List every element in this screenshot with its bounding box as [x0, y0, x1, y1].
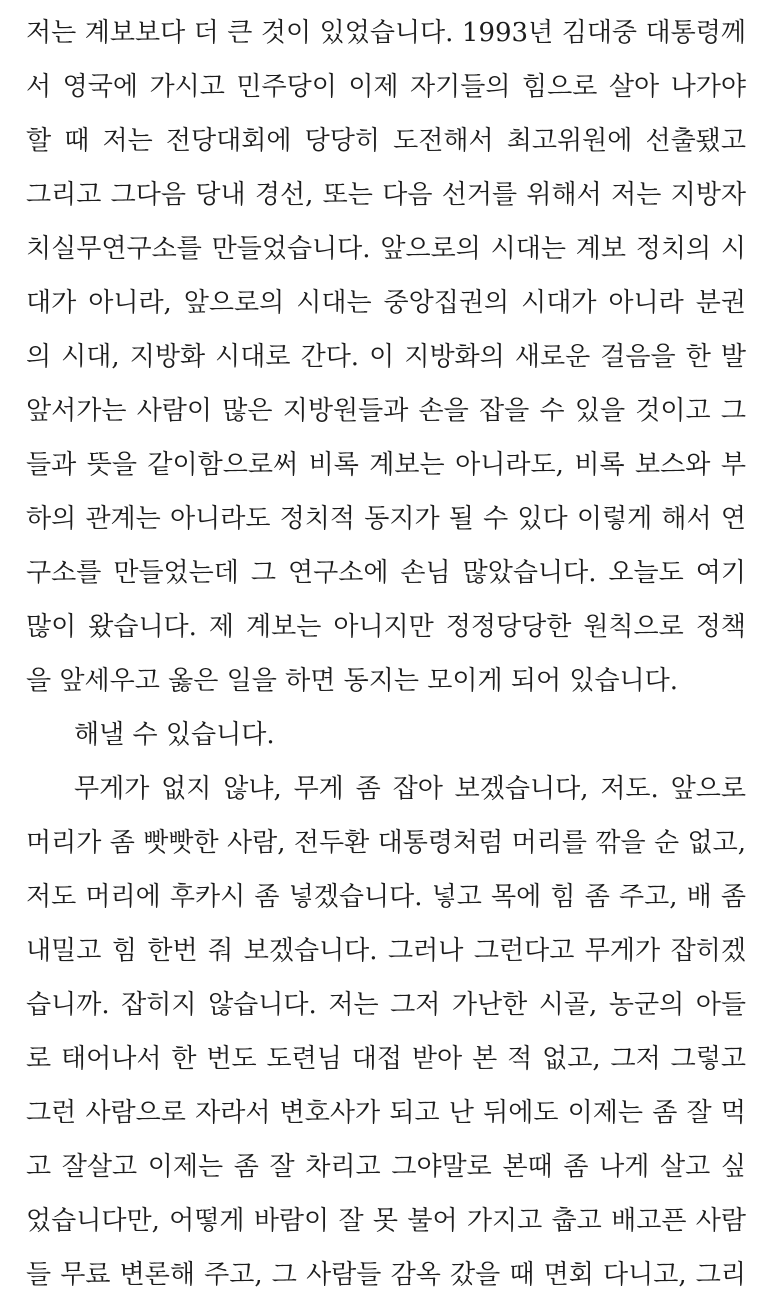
paragraph-1 [26, 6, 746, 708]
text-line: 하의 관계는 아니라도 정치적 동지가 될 수 있다 이렇게 해서 연 [26, 504, 746, 534]
text-line: 내밀고 힘 한번 줘 보겠습니다. 그러나 그런다고 무게가 잡히겠 [26, 936, 746, 966]
text-line: 로 태어나서 한 번도 도련님 대접 받아 본 적 없고, 그저 그렇고 [26, 1044, 746, 1074]
text-line: 서 영국에 가시고 민주당이 이제 자기들의 힘으로 살아 나가야 [26, 72, 746, 102]
text-line: 그런 사람으로 자라서 변호사가 되고 난 뒤에도 이제는 좀 잘 먹 [26, 1098, 746, 1128]
text-line: 었습니다만, 어떻게 바람이 잘 못 불어 가지고 춥고 배고픈 사람 [26, 1206, 746, 1236]
document-page [26, 0, 746, 1302]
text-line: 고 잘살고 이제는 좀 잘 차리고 그야말로 본때 좀 나게 살고 싶 [26, 1152, 746, 1182]
paragraph-2 [26, 708, 746, 762]
text-line: 그리고 그다음 당내 경선, 또는 다음 선거를 위해서 저는 지방자 [26, 180, 746, 210]
text-line: 저는 계보보다 더 큰 것이 있었습니다. 1993년 김대중 대통령께 [26, 18, 746, 48]
text-line-first: 무게가 없지 않냐, 무게 좀 잡아 보겠습니다, 저도. 앞으로 [74, 774, 746, 804]
text-line-last: 해낼 수 있습니다. [74, 720, 275, 750]
text-line: 구소를 만들었는데 그 연구소에 손님 많았습니다. 오늘도 여기 [26, 558, 746, 588]
text-line: 대가 아니라, 앞으로의 시대는 중앙집권의 시대가 아니라 분권 [26, 288, 746, 318]
text-line: 많이 왔습니다. 제 계보는 아니지만 정정당당한 원칙으로 정책 [26, 612, 746, 642]
text-line: 의 시대, 지방화 시대로 간다. 이 지방화의 새로운 걸음을 한 발 [26, 342, 746, 372]
text-line: 치실무연구소를 만들었습니다. 앞으로의 시대는 계보 정치의 시 [26, 234, 746, 264]
text-line: 들 무료 변론해 주고, 그 사람들 감옥 갔을 때 면회 다니고, 그리 [26, 1260, 746, 1290]
text-line: 할 때 저는 전당대회에 당당히 도전해서 최고위원에 선출됐고 [26, 126, 746, 156]
text-line: 머리가 좀 빳빳한 사람, 전두환 대통령처럼 머리를 깎을 순 없고, [26, 828, 746, 858]
text-line: 저도 머리에 후카시 좀 넣겠습니다. 넣고 목에 힘 좀 주고, 배 좀 [26, 882, 746, 912]
text-line: 습니까. 잡히지 않습니다. 저는 그저 가난한 시골, 농군의 아들 [26, 990, 746, 1020]
text-line: 앞서가는 사람이 많은 지방원들과 손을 잡을 수 있을 것이고 그 [26, 396, 746, 426]
paragraph-3 [26, 762, 746, 1302]
text-line: 들과 뜻을 같이함으로써 비록 계보는 아니라도, 비록 보스와 부 [26, 450, 746, 480]
text-line-last: 을 앞세우고 옳은 일을 하면 동지는 모이게 되어 있습니다. [26, 666, 679, 696]
